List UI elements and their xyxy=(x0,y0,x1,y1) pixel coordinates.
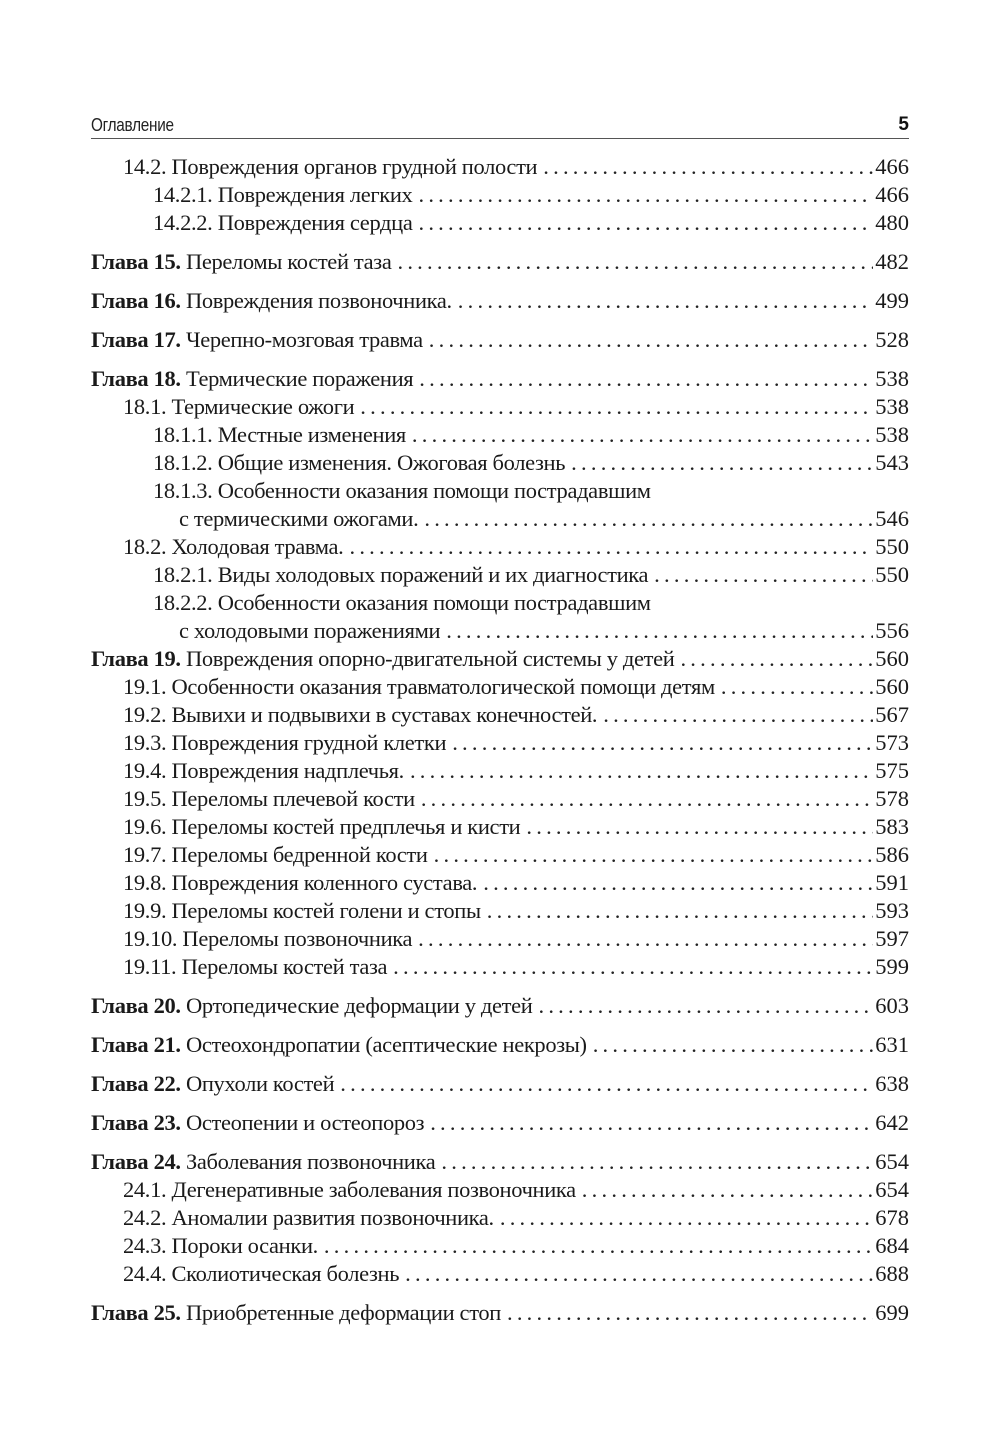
toc-section-entry[interactable] xyxy=(91,757,909,785)
toc-entry-label: 18.2.2. Особенности оказания помощи пострадавшим xyxy=(153,590,651,615)
toc-page-number: 567 xyxy=(875,702,909,727)
toc-entry-title xyxy=(91,365,413,393)
toc-entry-title xyxy=(123,701,597,729)
chapter-number: Глава 22. xyxy=(91,1071,181,1096)
toc-entry-label: 19.1. Особенности оказания травматологической помощи детям xyxy=(123,674,715,699)
dot-leader xyxy=(441,1148,873,1176)
toc-section-entry[interactable] xyxy=(91,561,909,589)
toc-page-number: 638 xyxy=(875,1071,909,1096)
dot-leader xyxy=(500,1204,873,1232)
toc-page-number: 578 xyxy=(875,786,909,811)
chapter-number: Глава 24. xyxy=(91,1149,181,1174)
toc-page-number: 593 xyxy=(875,898,909,923)
toc-page-number: 550 xyxy=(875,534,909,559)
toc-entry-title xyxy=(123,925,412,953)
dot-leader xyxy=(526,813,873,841)
toc-section-entry[interactable] xyxy=(91,617,909,645)
dot-leader xyxy=(483,869,873,897)
toc-entry-title xyxy=(91,287,452,315)
dot-leader xyxy=(324,1232,873,1260)
chapter-number: Глава 23. xyxy=(91,1110,181,1135)
table-of-contents xyxy=(91,153,909,1327)
dot-leader xyxy=(487,897,874,925)
toc-page-number: 597 xyxy=(875,926,909,951)
running-header-title: Оглавление xyxy=(91,115,174,135)
toc-entry-label: Повреждения позвоночника. xyxy=(185,288,452,313)
toc-entry-label: 14.2.2. Повреждения сердца xyxy=(153,210,413,235)
dot-leader xyxy=(680,645,873,673)
dot-leader xyxy=(412,421,873,449)
toc-entry-title xyxy=(91,1031,587,1059)
chapter-number: Глава 18. xyxy=(91,366,181,391)
toc-section-entry[interactable] xyxy=(91,1260,909,1288)
toc-page-number: 466 xyxy=(875,182,909,207)
dot-leader xyxy=(434,841,874,869)
toc-entry-label: 24.4. Сколиотическая болезнь xyxy=(123,1261,400,1286)
toc-entry-label: Повреждения опорно-двигательной системы у детей xyxy=(185,646,675,671)
dot-leader xyxy=(393,953,873,981)
toc-section-entry[interactable] xyxy=(91,181,909,209)
toc-entry-title xyxy=(179,505,418,533)
dot-leader xyxy=(418,209,873,237)
toc-entry-label: Опухоли костей xyxy=(185,1071,335,1096)
running-header xyxy=(91,112,909,139)
toc-section-entry[interactable] xyxy=(91,841,909,869)
chapter-number: Глава 19. xyxy=(91,646,181,671)
dot-leader xyxy=(419,365,873,393)
toc-page-number: 538 xyxy=(875,366,909,391)
toc-section-entry[interactable] xyxy=(91,1176,909,1204)
toc-page-number: 575 xyxy=(875,758,909,783)
chapter-number: Глава 16. xyxy=(91,288,181,313)
toc-section-entry[interactable] xyxy=(91,505,909,533)
toc-entry-label: 14.2. Повреждения органов грудной полости xyxy=(123,154,538,179)
toc-entry-title xyxy=(91,992,532,1020)
toc-entry-label: 19.5. Переломы плечевой кости xyxy=(123,786,415,811)
toc-section-entry[interactable] xyxy=(91,1232,909,1260)
toc-entry-label: 19.11. Переломы костей таза xyxy=(123,954,388,979)
toc-entry-label: 19.6. Переломы костей предплечья и кисти xyxy=(123,814,521,839)
toc-entry-title xyxy=(153,561,648,589)
toc-page-number: 678 xyxy=(875,1205,909,1230)
dot-leader xyxy=(593,1031,874,1059)
toc-entry-label: Термические поражения xyxy=(185,366,414,391)
toc-entry-label: 18.1.3. Особенности оказания помощи пострадавшим xyxy=(153,478,651,503)
toc-entry-label: 14.2.1. Повреждения легких xyxy=(153,182,413,207)
toc-entry-title xyxy=(153,589,651,617)
toc-page-number: 528 xyxy=(875,327,909,352)
dot-leader xyxy=(424,505,873,533)
toc-page-number: 482 xyxy=(875,249,909,274)
toc-page-number: 654 xyxy=(875,1149,909,1174)
toc-entry-label: с термическими ожогами. xyxy=(179,506,419,531)
toc-chapter-entry[interactable] xyxy=(91,248,909,276)
toc-entry-title xyxy=(123,813,520,841)
toc-section-entry[interactable] xyxy=(91,869,909,897)
toc-section-entry[interactable] xyxy=(91,209,909,237)
toc-entry-label: Ортопедические деформации у детей xyxy=(185,993,533,1018)
dot-leader xyxy=(429,326,873,354)
toc-page-number: 556 xyxy=(875,618,909,643)
toc-page-number: 538 xyxy=(875,422,909,447)
chapter-number: Глава 15. xyxy=(91,249,181,274)
dot-leader xyxy=(571,449,873,477)
toc-entry-label: Заболевания позвоночника xyxy=(185,1149,436,1174)
toc-chapter-entry[interactable] xyxy=(91,365,909,393)
toc-page-number: 583 xyxy=(875,814,909,839)
page-number: 5 xyxy=(898,114,909,135)
toc-page-number: 654 xyxy=(875,1177,909,1202)
toc-page-number: 480 xyxy=(875,210,909,235)
toc-entry-title xyxy=(91,1148,435,1176)
toc-chapter-entry[interactable] xyxy=(91,1299,909,1327)
toc-section-entry[interactable] xyxy=(91,393,909,421)
toc-page-number: 599 xyxy=(875,954,909,979)
toc-entry-title xyxy=(91,645,674,673)
toc-entry-label: 18.2. Холодовая травма. xyxy=(123,534,344,559)
toc-entry-label: Приобретенные деформации стоп xyxy=(185,1300,501,1325)
toc-entry-label: 24.1. Дегенеративные заболевания позвоночника xyxy=(123,1177,576,1202)
toc-entry-title xyxy=(123,1260,399,1288)
dot-leader xyxy=(430,1109,873,1137)
toc-entry-title xyxy=(123,785,415,813)
toc-entry-title xyxy=(123,673,715,701)
toc-entry-title xyxy=(123,1232,318,1260)
toc-entry-title xyxy=(91,326,423,354)
toc-page-number: 603 xyxy=(875,993,909,1018)
toc-section-entry[interactable] xyxy=(91,421,909,449)
toc-entry-title xyxy=(91,1109,424,1137)
toc-entry-title xyxy=(123,533,343,561)
toc-entry-label: 18.2.1. Виды холодовых поражений и их диагностика xyxy=(153,562,649,587)
toc-chapter-entry[interactable] xyxy=(91,326,909,354)
toc-entry-label: Переломы костей таза xyxy=(185,249,392,274)
toc-entry-label: Черепно-мозговая травма xyxy=(185,327,423,352)
toc-section-entry[interactable] xyxy=(91,589,909,617)
dot-leader xyxy=(721,673,873,701)
toc-entry-label: 19.8. Повреждения коленного сустава. xyxy=(123,870,478,895)
toc-section-entry[interactable] xyxy=(91,925,909,953)
dot-leader xyxy=(507,1299,873,1327)
toc-entry-title xyxy=(153,477,651,505)
toc-entry-label: 19.7. Переломы бедренной кости xyxy=(123,842,428,867)
toc-page-number: 466 xyxy=(875,154,909,179)
chapter-number: Глава 20. xyxy=(91,993,181,1018)
dot-leader xyxy=(543,153,873,181)
toc-section-entry[interactable] xyxy=(91,813,909,841)
toc-section-entry[interactable] xyxy=(91,673,909,701)
toc-entry-title xyxy=(153,181,412,209)
chapter-number: Глава 21. xyxy=(91,1032,181,1057)
toc-section-entry[interactable] xyxy=(91,477,909,505)
toc-section-entry[interactable] xyxy=(91,701,909,729)
toc-chapter-entry[interactable] xyxy=(91,992,909,1020)
toc-entry-title xyxy=(123,897,481,925)
toc-page-number: 642 xyxy=(875,1110,909,1135)
toc-chapter-entry[interactable] xyxy=(91,287,909,315)
toc-entry-title xyxy=(123,841,428,869)
dot-leader xyxy=(405,1260,873,1288)
toc-entry-title xyxy=(123,729,446,757)
toc-entry-label: 19.9. Переломы костей голени и стопы xyxy=(123,898,481,923)
toc-entry-title xyxy=(153,209,412,237)
toc-entry-title xyxy=(123,1204,494,1232)
toc-section-entry[interactable] xyxy=(91,785,909,813)
toc-entry-label: 19.10. Переломы позвоночника xyxy=(123,926,413,951)
dot-leader xyxy=(538,992,873,1020)
dot-leader xyxy=(458,287,873,315)
toc-entry-label: 19.2. Вывихи и подвывихи в суставах конечностей. xyxy=(123,702,598,727)
toc-section-entry[interactable] xyxy=(91,533,909,561)
toc-chapter-entry[interactable] xyxy=(91,1148,909,1176)
toc-page-number: 543 xyxy=(875,450,909,475)
toc-entry-label: Остеохондропатии (асептические некрозы) xyxy=(185,1032,587,1057)
toc-chapter-entry[interactable] xyxy=(91,1070,909,1098)
book-page xyxy=(91,112,909,1327)
toc-entry-title xyxy=(91,1299,501,1327)
toc-entry-title xyxy=(123,869,477,897)
toc-page-number: 591 xyxy=(875,870,909,895)
toc-entry-label: 24.2. Аномалии развития позвоночника. xyxy=(123,1205,494,1230)
chapter-number: Глава 25. xyxy=(91,1300,181,1325)
dot-leader xyxy=(452,729,873,757)
toc-page-number: 560 xyxy=(875,646,909,671)
toc-page-number: 586 xyxy=(875,842,909,867)
toc-chapter-entry[interactable] xyxy=(91,1109,909,1137)
toc-chapter-entry[interactable] xyxy=(91,1031,909,1059)
dot-leader xyxy=(418,181,873,209)
toc-entry-title xyxy=(123,393,354,421)
toc-page-number: 631 xyxy=(875,1032,909,1057)
dot-leader xyxy=(397,248,873,276)
toc-entry-title xyxy=(153,449,565,477)
toc-entry-title xyxy=(91,248,391,276)
toc-section-entry[interactable] xyxy=(91,449,909,477)
toc-page-number: 538 xyxy=(875,394,909,419)
toc-page-number: 560 xyxy=(875,674,909,699)
toc-entry-title xyxy=(123,153,537,181)
chapter-number: Глава 17. xyxy=(91,327,181,352)
toc-entry-label: 18.1.2. Общие изменения. Ожоговая болезнь xyxy=(153,450,566,475)
toc-page-number: 550 xyxy=(875,562,909,587)
toc-page-number: 684 xyxy=(875,1233,909,1258)
dot-leader xyxy=(340,1070,873,1098)
dot-leader xyxy=(603,701,873,729)
toc-entry-title xyxy=(179,617,440,645)
toc-section-entry[interactable] xyxy=(91,897,909,925)
dot-leader xyxy=(421,785,873,813)
dot-leader xyxy=(410,757,873,785)
toc-section-entry[interactable] xyxy=(91,953,909,981)
toc-page-number: 699 xyxy=(875,1300,909,1325)
toc-entry-label: Остеопении и остеопороз xyxy=(185,1110,425,1135)
dot-leader xyxy=(418,925,873,953)
toc-entry-title xyxy=(153,421,406,449)
toc-entry-title xyxy=(123,757,404,785)
dot-leader xyxy=(446,617,873,645)
dot-leader xyxy=(360,393,873,421)
toc-entry-label: 19.4. Повреждения надплечья. xyxy=(123,758,404,783)
toc-entry-label: 24.3. Пороки осанки. xyxy=(123,1233,318,1258)
toc-page-number: 573 xyxy=(875,730,909,755)
toc-entry-label: 19.3. Повреждения грудной клетки xyxy=(123,730,447,755)
dot-leader xyxy=(654,561,873,589)
toc-section-entry[interactable] xyxy=(91,729,909,757)
toc-entry-title xyxy=(123,953,387,981)
toc-page-number: 546 xyxy=(875,506,909,531)
toc-entry-label: 18.1.1. Местные изменения xyxy=(153,422,406,447)
toc-entry-title xyxy=(123,1176,576,1204)
toc-section-entry[interactable] xyxy=(91,1204,909,1232)
toc-chapter-entry[interactable] xyxy=(91,645,909,673)
dot-leader xyxy=(582,1176,873,1204)
toc-section-entry[interactable] xyxy=(91,153,909,181)
toc-entry-label: с холодовыми поражениями xyxy=(179,618,441,643)
dot-leader xyxy=(349,533,873,561)
toc-page-number: 499 xyxy=(875,288,909,313)
toc-entry-title xyxy=(91,1070,334,1098)
toc-entry-label: 18.1. Термические ожоги xyxy=(123,394,355,419)
toc-page-number: 688 xyxy=(875,1261,909,1286)
